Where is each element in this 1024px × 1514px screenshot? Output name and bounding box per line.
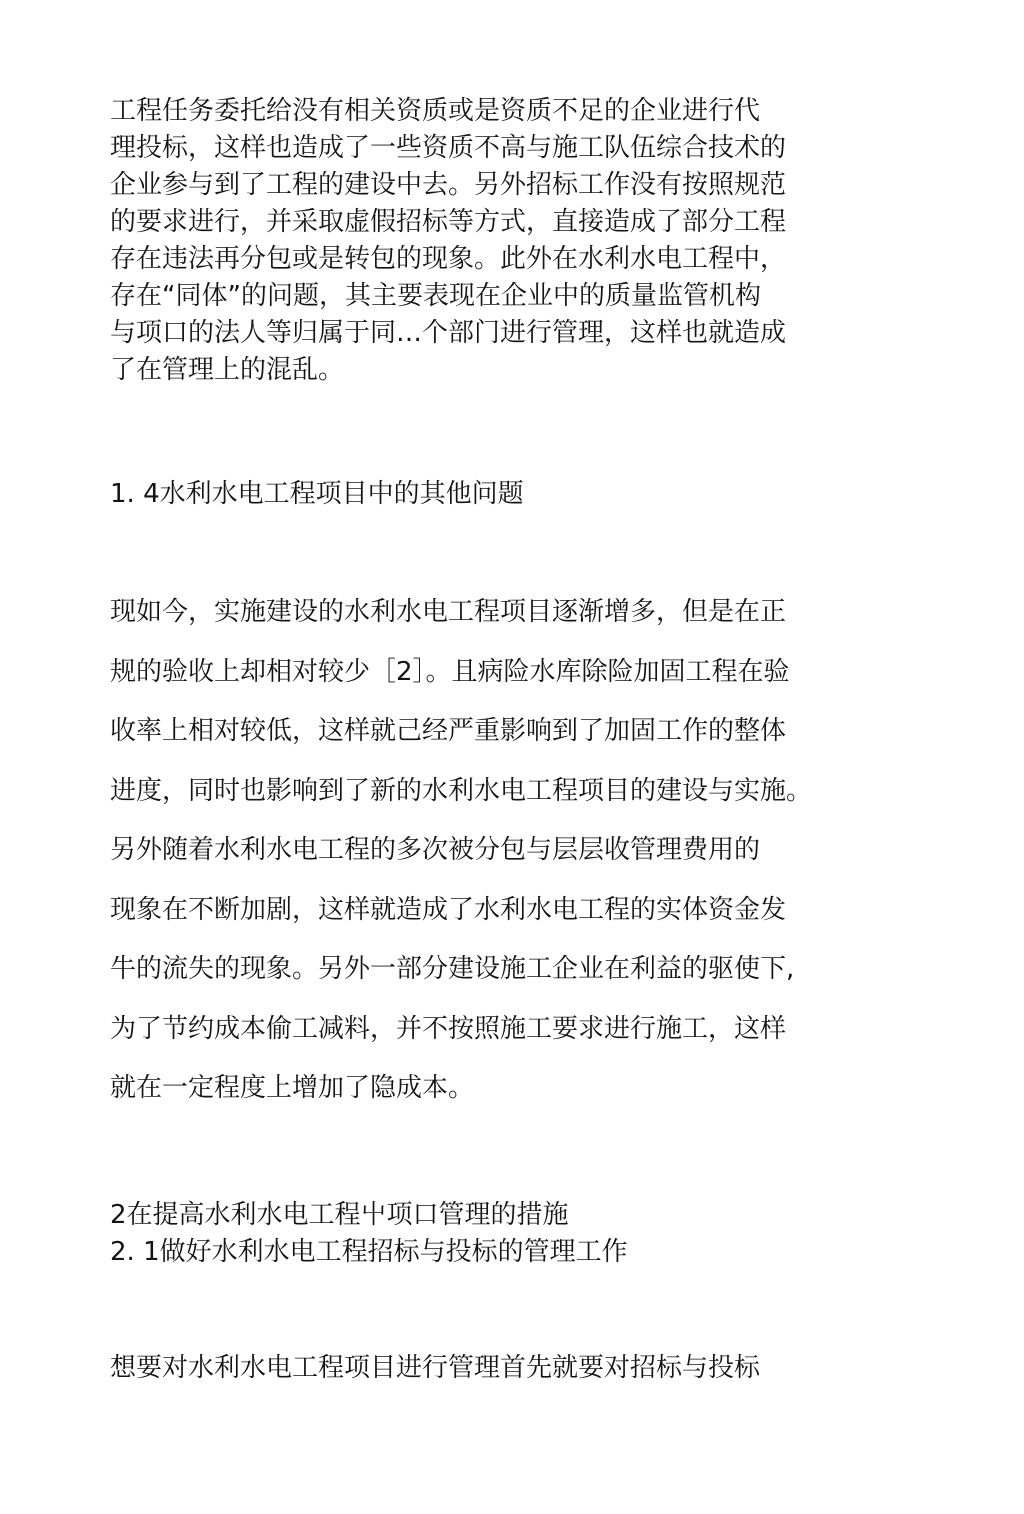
paragraph-2-line: 收率上相对较低，这样就己经严重影响到了加固工作的整体: [110, 716, 787, 746]
paragraph-1-line: 与项口的法人等归属于同…个部门进行管理，这样也就造成: [110, 318, 787, 348]
paragraph-2-line: 现如今，实施建设的水利水电工程项目逐渐增多，但是在正: [110, 597, 787, 627]
paragraph-2-line: 规的验收上却相对较少［2］。且病险水库除险加固工程在验: [110, 657, 790, 687]
paragraph-2-line: 另外随着水利水电工程的多次被分包与层层收管理费用的: [110, 835, 761, 865]
paragraph-1-line: 存在“同体”的问题，其主要表现在企业中的质量监管机构: [110, 281, 761, 311]
paragraph-1-line: 工程任务委托给没有相关资质或是资质不足的企业进行代: [110, 96, 761, 126]
paragraph-1-line: 企业参与到了工程的建设中去。另外招标工作没有按照规范: [110, 170, 787, 200]
section-heading-2-1: 2. 1做好水利水电工程招标与投标的管理工作: [110, 1237, 628, 1267]
paragraph-1-line: 的要求进行，并采取虚假招标等方式，直接造成了部分工程: [110, 207, 787, 237]
paragraph-2-line: 现象在不断加剧，这样就造成了水利水电工程的实体资金发: [110, 895, 787, 925]
paragraph-2-line: 牛的流失的现象。另外一部分建设施工企业在利益的驱使下,: [110, 954, 795, 984]
section-heading-2: 2在提高水利水电工程屮项口管理的措施: [110, 1200, 569, 1230]
section-heading-1-4: 1. 4水利水电工程项目中的其他问题: [110, 479, 524, 509]
paragraph-1-line: 存在违法再分包或是转包的现象。此外在水利水电工程中，: [110, 244, 787, 274]
paragraph-3-line: 想要对水利水电工程项目进行管理首先就要对招标与投标: [110, 1353, 761, 1383]
paragraph-2-line: 进度，同时也影响到了新的水利水电工程项目的建设与实施。: [110, 776, 813, 806]
paragraph-2-line: 就在一定程度上增加了隐成本。: [110, 1073, 475, 1103]
paragraph-1-line: 了在管理上的混乱。: [110, 355, 345, 385]
paragraph-1-line: 理投标，这样也造成了一些资质不高与施工队伍综合技术的: [110, 133, 787, 163]
paragraph-2-line: 为了节约成本偷工减料，并不按照施工要求进行施工，这样: [110, 1014, 787, 1044]
